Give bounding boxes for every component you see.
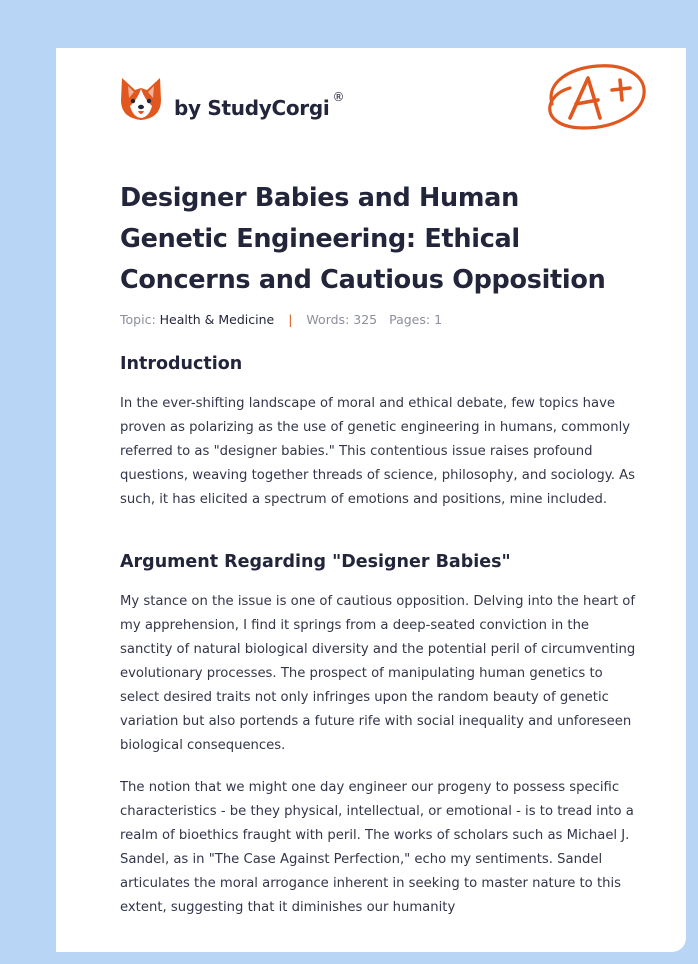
brand-text: by StudyCorgi [174, 96, 330, 120]
meta-separator: | [288, 312, 293, 327]
topic-link[interactable]: Health & Medicine [159, 312, 275, 327]
pages-label: Pages: [389, 312, 431, 327]
topic-label: Topic: [120, 312, 156, 327]
words-count: 325 [353, 312, 378, 327]
page-title: Designer Babies and Human Genetic Engineering: Ethical Concerns and Cautious Opposition [120, 183, 606, 295]
corgi-logo-icon[interactable] [120, 76, 162, 122]
words-label: Words: [306, 312, 350, 327]
section-heading-introduction: Introduction [120, 354, 243, 374]
a-plus-grade-icon [540, 60, 650, 140]
paragraph-argument-1: My stance on the issue is one of cautious opposition. Delving into the heart of my apprehension, I find it springs from a deep-seated conviction in the sanctity of natural biological diversity and the potential peril of circumventing evolutionary processes. The prospect of manipulating human genetics to select desired traits not only infringes upon the random beauty of genetic variation but also portends a future rife with social inequality and unforeseen biological consequences. [120, 594, 636, 753]
brand-name[interactable] [174, 90, 345, 120]
paragraph-argument-2: The notion that we might one day engineer our progeny to possess specific characteristics - be they physical, intellectual, or emotional - is to tread into a realm of bioethics fraught with peril. The works of scholars such as Michael J. Sandel, as in "The Case Against Perfection," echo my sentiments. Sandel articulates the moral arrogance inherent in seeking to master nature to this extent, suggesting that it diminishes our humanity [120, 780, 634, 915]
document-page [56, 48, 686, 952]
document-meta [120, 312, 442, 327]
section-heading-argument: Argument Regarding "Designer Babies" [120, 552, 511, 572]
header [120, 74, 660, 154]
paragraph-intro: In the ever-shifting landscape of moral and ethical debate, few topics have proven as polarizing as the use of genetic engineering in humans, commonly referred to as "designer babies." This contentious issue raises profound questions, weaving together threads of science, philosophy, and sociology. As such, it has elicited a spectrum of emotions and positions, mine included. [120, 396, 635, 507]
pages-count: 1 [434, 312, 443, 327]
registered-mark: ® [332, 90, 345, 104]
